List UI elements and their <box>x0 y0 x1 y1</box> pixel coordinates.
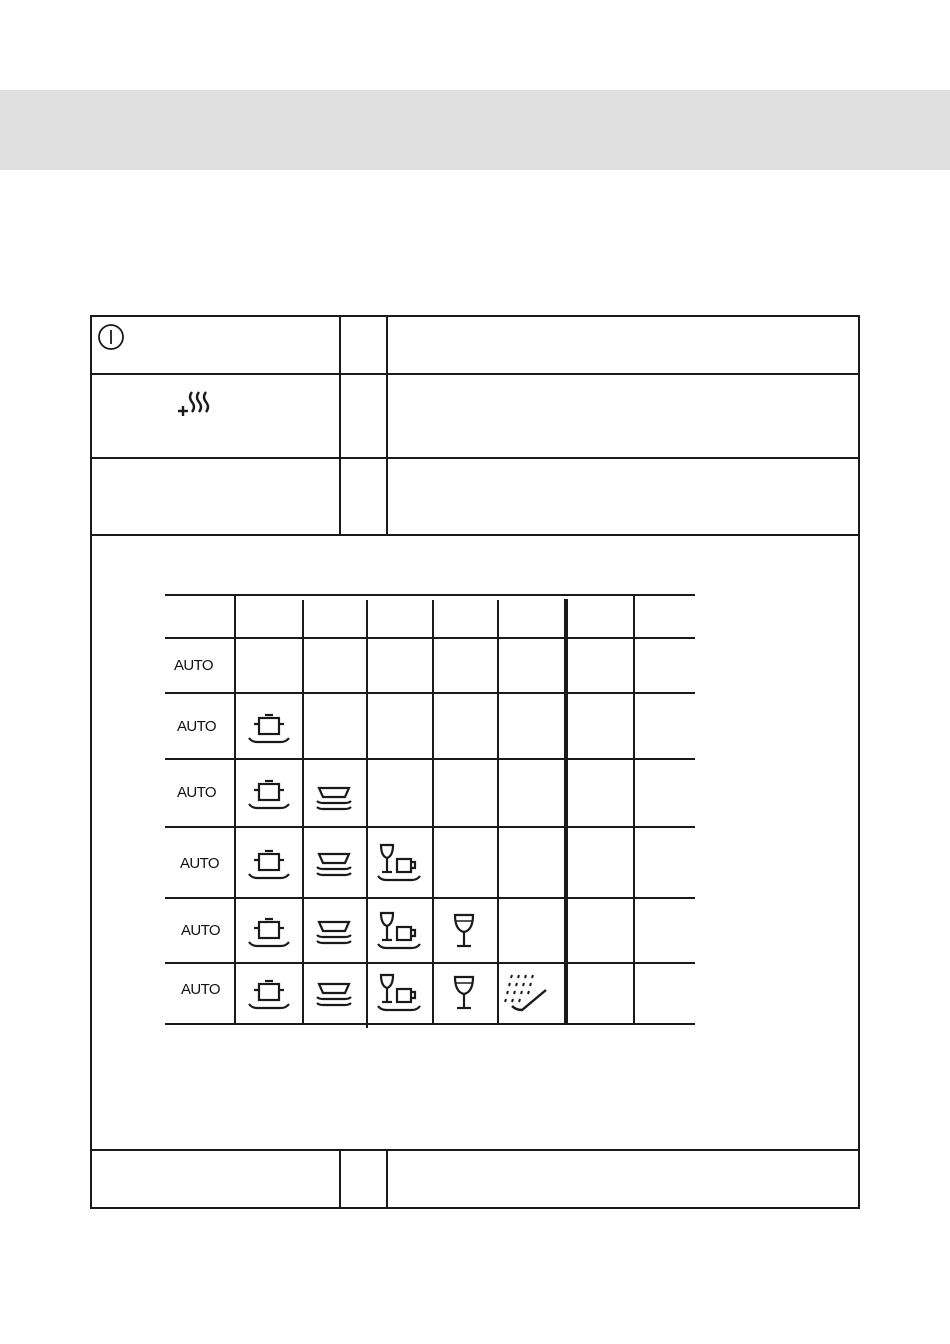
column-divider <box>339 315 341 535</box>
grid-line <box>234 596 236 1025</box>
auto-label: AUTO <box>181 981 220 998</box>
auto-label: AUTO <box>177 784 216 801</box>
plates-icon <box>315 850 355 878</box>
grid-line <box>165 1023 695 1025</box>
row-divider <box>90 373 860 375</box>
grid-line <box>165 692 695 694</box>
grid-line <box>165 594 695 596</box>
grid-line <box>366 600 368 1028</box>
grid-line <box>165 897 695 899</box>
rinse-spray-icon <box>504 972 550 1016</box>
plates-icon <box>315 980 355 1008</box>
wine-glass-icon <box>452 912 476 950</box>
auto-label: AUTO <box>177 718 216 735</box>
settings-table <box>90 315 860 1209</box>
pot-icon <box>248 712 292 746</box>
header-band <box>0 90 950 170</box>
pot-icon <box>248 848 292 882</box>
grid-line-thick <box>564 599 568 1025</box>
grid-line <box>302 600 304 1025</box>
glass-cup-icon <box>377 972 421 1014</box>
column-divider <box>339 1149 341 1209</box>
column-divider <box>386 315 388 535</box>
grid-line <box>633 596 635 1025</box>
pot-icon <box>248 778 292 812</box>
row-divider <box>90 457 860 459</box>
auto-label: AUTO <box>181 922 220 939</box>
glass-cup-icon <box>377 910 421 952</box>
row-divider <box>90 534 860 536</box>
plates-icon <box>315 784 355 812</box>
row-divider <box>90 1149 860 1151</box>
grid-line <box>165 637 695 639</box>
auto-label: AUTO <box>180 855 219 872</box>
grid-line <box>497 600 499 1025</box>
auto-label: AUTO <box>174 657 213 674</box>
grid-line <box>165 962 695 964</box>
plates-icon <box>315 918 355 946</box>
pot-icon <box>248 916 292 950</box>
grid-line <box>165 758 695 760</box>
glass-cup-icon <box>377 842 421 884</box>
extra-dry-icon <box>176 389 212 421</box>
grid-line <box>165 826 695 828</box>
wine-glass-icon <box>452 974 476 1012</box>
grid-line <box>432 600 434 1025</box>
on-off-icon <box>97 323 125 351</box>
column-divider <box>386 1149 388 1209</box>
pot-icon <box>248 978 292 1012</box>
